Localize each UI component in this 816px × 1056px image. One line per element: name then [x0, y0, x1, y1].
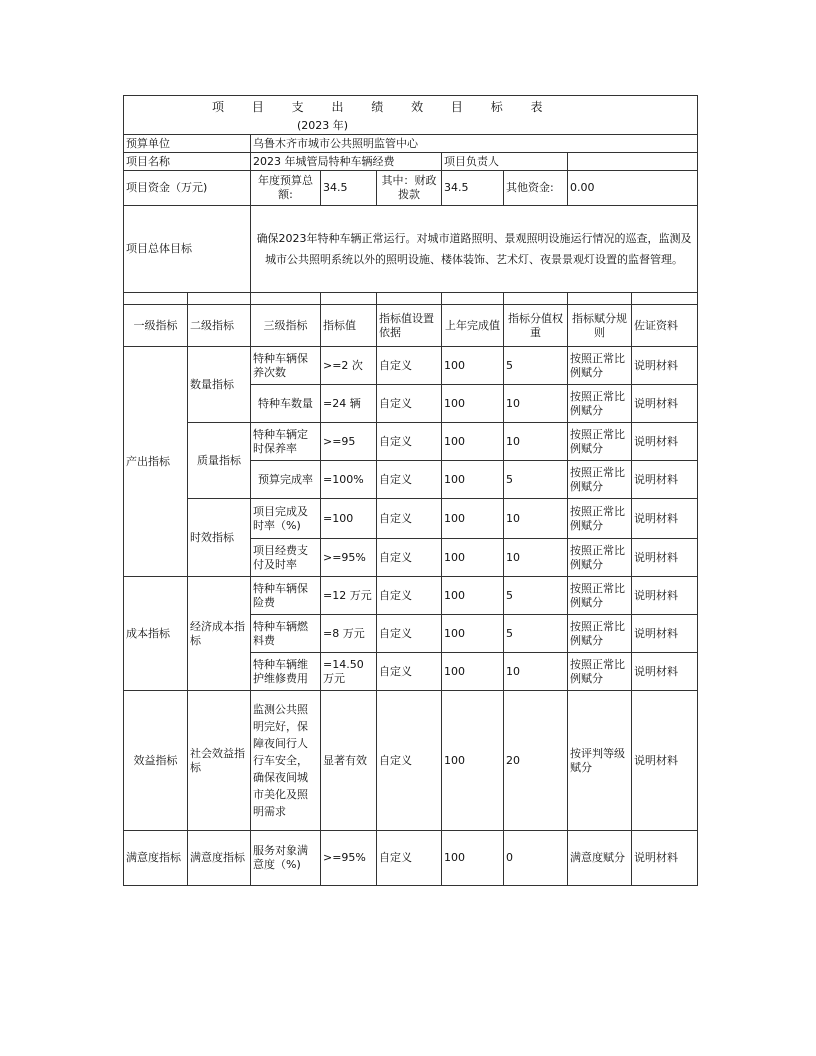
row-l3: 预算完成率 — [251, 461, 321, 499]
table-row — [124, 831, 698, 886]
row-value: =100 — [321, 499, 377, 539]
row-prev: 100 — [442, 499, 504, 539]
header-prev: 上年完成值 — [442, 305, 504, 347]
row-basis: 自定义 — [377, 831, 442, 886]
row-value: =14.50 万元 — [321, 653, 377, 691]
table-title: 项 目 支 出 绩 效 目 标 表 — [124, 96, 698, 118]
group-satisfaction-2: 满意度指标 — [188, 831, 251, 886]
group-quality: 质量指标 — [188, 423, 251, 499]
row-l3: 服务对象满意度（%) — [251, 831, 321, 886]
row-basis: 自定义 — [377, 615, 442, 653]
table-year: (2023 年) — [124, 117, 698, 135]
row-weight: 0 — [504, 831, 568, 886]
row-l3: 监测公共照明完好，保障夜间行人行车安全，确保夜间城市美化及照明需求 — [251, 691, 321, 831]
header-weight: 指标分值权重 — [504, 305, 568, 347]
project-name-value: 2023 年城管局特种车辆经费 — [251, 153, 442, 171]
row-proof: 说明材料 — [632, 539, 698, 577]
table-row — [124, 347, 698, 385]
row-basis: 自定义 — [377, 539, 442, 577]
overall-goal-text: 确保2023年特种车辆正常运行。对城市道路照明、景观照明设施运行情况的巡查，监测及城市公共照明系统以外的照明设施、楼体装饰、艺术灯、夜景景观灯设置的监督管理。 — [251, 206, 698, 293]
row-weight: 10 — [504, 653, 568, 691]
row-l3: 特种车辆定时保养率 — [251, 423, 321, 461]
row-rule: 按照正常比例赋分 — [568, 461, 632, 499]
row-value: >=2 次 — [321, 347, 377, 385]
table-row — [124, 691, 698, 831]
header-proof: 佐证资料 — [632, 305, 698, 347]
other-fund-label: 其他资金: — [504, 171, 568, 206]
annual-budget-value: 34.5 — [321, 171, 377, 206]
row-proof: 说明材料 — [632, 499, 698, 539]
group-benefit: 效益指标 — [124, 691, 188, 831]
annual-budget-label: 年度预算总额: — [251, 171, 321, 206]
row-weight: 10 — [504, 539, 568, 577]
row-l3: 特种车辆燃料费 — [251, 615, 321, 653]
row-proof: 说明材料 — [632, 347, 698, 385]
row-proof: 说明材料 — [632, 615, 698, 653]
row-proof: 说明材料 — [632, 653, 698, 691]
budget-unit-value: 乌鲁木齐市城市公共照明监管中心 — [251, 135, 698, 153]
group-quantity: 数量指标 — [188, 347, 251, 423]
row-rule: 按照正常比例赋分 — [568, 577, 632, 615]
header-value: 指标值 — [321, 305, 377, 347]
row-prev: 100 — [442, 691, 504, 831]
row-l3: 特种车数量 — [251, 385, 321, 423]
performance-target-table — [123, 95, 698, 886]
group-cost: 成本指标 — [124, 577, 188, 691]
row-basis: 自定义 — [377, 653, 442, 691]
header-level3: 三级指标 — [251, 305, 321, 347]
header-level1: 一级指标 — [124, 305, 188, 347]
header-rule: 指标赋分规则 — [568, 305, 632, 347]
fiscal-label: 其中：财政拨款 — [377, 171, 442, 206]
project-owner-value — [568, 153, 698, 171]
row-l3: 特种车辆维护维修费用 — [251, 653, 321, 691]
overall-goal-label: 项目总体目标 — [124, 206, 251, 293]
row-rule: 按照正常比例赋分 — [568, 347, 632, 385]
row-prev: 100 — [442, 577, 504, 615]
row-prev: 100 — [442, 461, 504, 499]
row-basis: 自定义 — [377, 423, 442, 461]
row-prev: 100 — [442, 347, 504, 385]
row-value: >=95% — [321, 539, 377, 577]
row-value: =12 万元 — [321, 577, 377, 615]
row-value: >=95 — [321, 423, 377, 461]
row-l3: 项目经费支付及时率 — [251, 539, 321, 577]
table-row — [124, 577, 698, 615]
row-weight: 10 — [504, 385, 568, 423]
row-basis: 自定义 — [377, 385, 442, 423]
group-timeliness: 时效指标 — [188, 499, 251, 577]
row-prev: 100 — [442, 385, 504, 423]
row-rule: 按照正常比例赋分 — [568, 499, 632, 539]
row-rule: 按照正常比例赋分 — [568, 615, 632, 653]
row-prev: 100 — [442, 423, 504, 461]
group-output: 产出指标 — [124, 347, 188, 577]
row-weight: 20 — [504, 691, 568, 831]
row-rule: 按评判等级赋分 — [568, 691, 632, 831]
row-proof: 说明材料 — [632, 461, 698, 499]
table-row — [124, 423, 698, 461]
row-value: =24 辆 — [321, 385, 377, 423]
row-weight: 5 — [504, 461, 568, 499]
group-satisfaction: 满意度指标 — [124, 831, 188, 886]
row-value: >=95% — [321, 831, 377, 886]
row-proof: 说明材料 — [632, 691, 698, 831]
budget-unit-label: 预算单位 — [124, 135, 251, 153]
table-row — [124, 499, 698, 539]
fiscal-value: 34.5 — [442, 171, 504, 206]
row-rule: 满意度赋分 — [568, 831, 632, 886]
row-proof: 说明材料 — [632, 577, 698, 615]
project-owner-label: 项目负责人 — [442, 153, 568, 171]
row-value: =100% — [321, 461, 377, 499]
header-level2: 二级指标 — [188, 305, 251, 347]
row-prev: 100 — [442, 615, 504, 653]
row-l3: 特种车辆保养次数 — [251, 347, 321, 385]
row-rule: 按照正常比例赋分 — [568, 385, 632, 423]
row-weight: 5 — [504, 577, 568, 615]
project-name-label: 项目名称 — [124, 153, 251, 171]
row-prev: 100 — [442, 831, 504, 886]
row-weight: 5 — [504, 347, 568, 385]
row-l3: 特种车辆保险费 — [251, 577, 321, 615]
row-weight: 5 — [504, 615, 568, 653]
row-rule: 按照正常比例赋分 — [568, 423, 632, 461]
row-value: =8 万元 — [321, 615, 377, 653]
group-social: 社会效益指标 — [188, 691, 251, 831]
row-weight: 10 — [504, 499, 568, 539]
spacer-row — [124, 293, 698, 305]
row-rule: 按照正常比例赋分 — [568, 653, 632, 691]
row-value: 显著有效 — [321, 691, 377, 831]
group-economic: 经济成本指标 — [188, 577, 251, 691]
row-proof: 说明材料 — [632, 385, 698, 423]
fund-label: 项目资金（万元) — [124, 171, 251, 206]
row-prev: 100 — [442, 653, 504, 691]
header-basis: 指标值设置依据 — [377, 305, 442, 347]
row-prev: 100 — [442, 539, 504, 577]
row-basis: 自定义 — [377, 577, 442, 615]
row-l3: 项目完成及时率（%) — [251, 499, 321, 539]
row-proof: 说明材料 — [632, 423, 698, 461]
row-weight: 10 — [504, 423, 568, 461]
row-basis: 自定义 — [377, 499, 442, 539]
row-proof: 说明材料 — [632, 831, 698, 886]
row-basis: 自定义 — [377, 347, 442, 385]
row-basis: 自定义 — [377, 691, 442, 831]
row-basis: 自定义 — [377, 461, 442, 499]
other-fund-value: 0.00 — [568, 171, 698, 206]
row-rule: 按照正常比例赋分 — [568, 539, 632, 577]
